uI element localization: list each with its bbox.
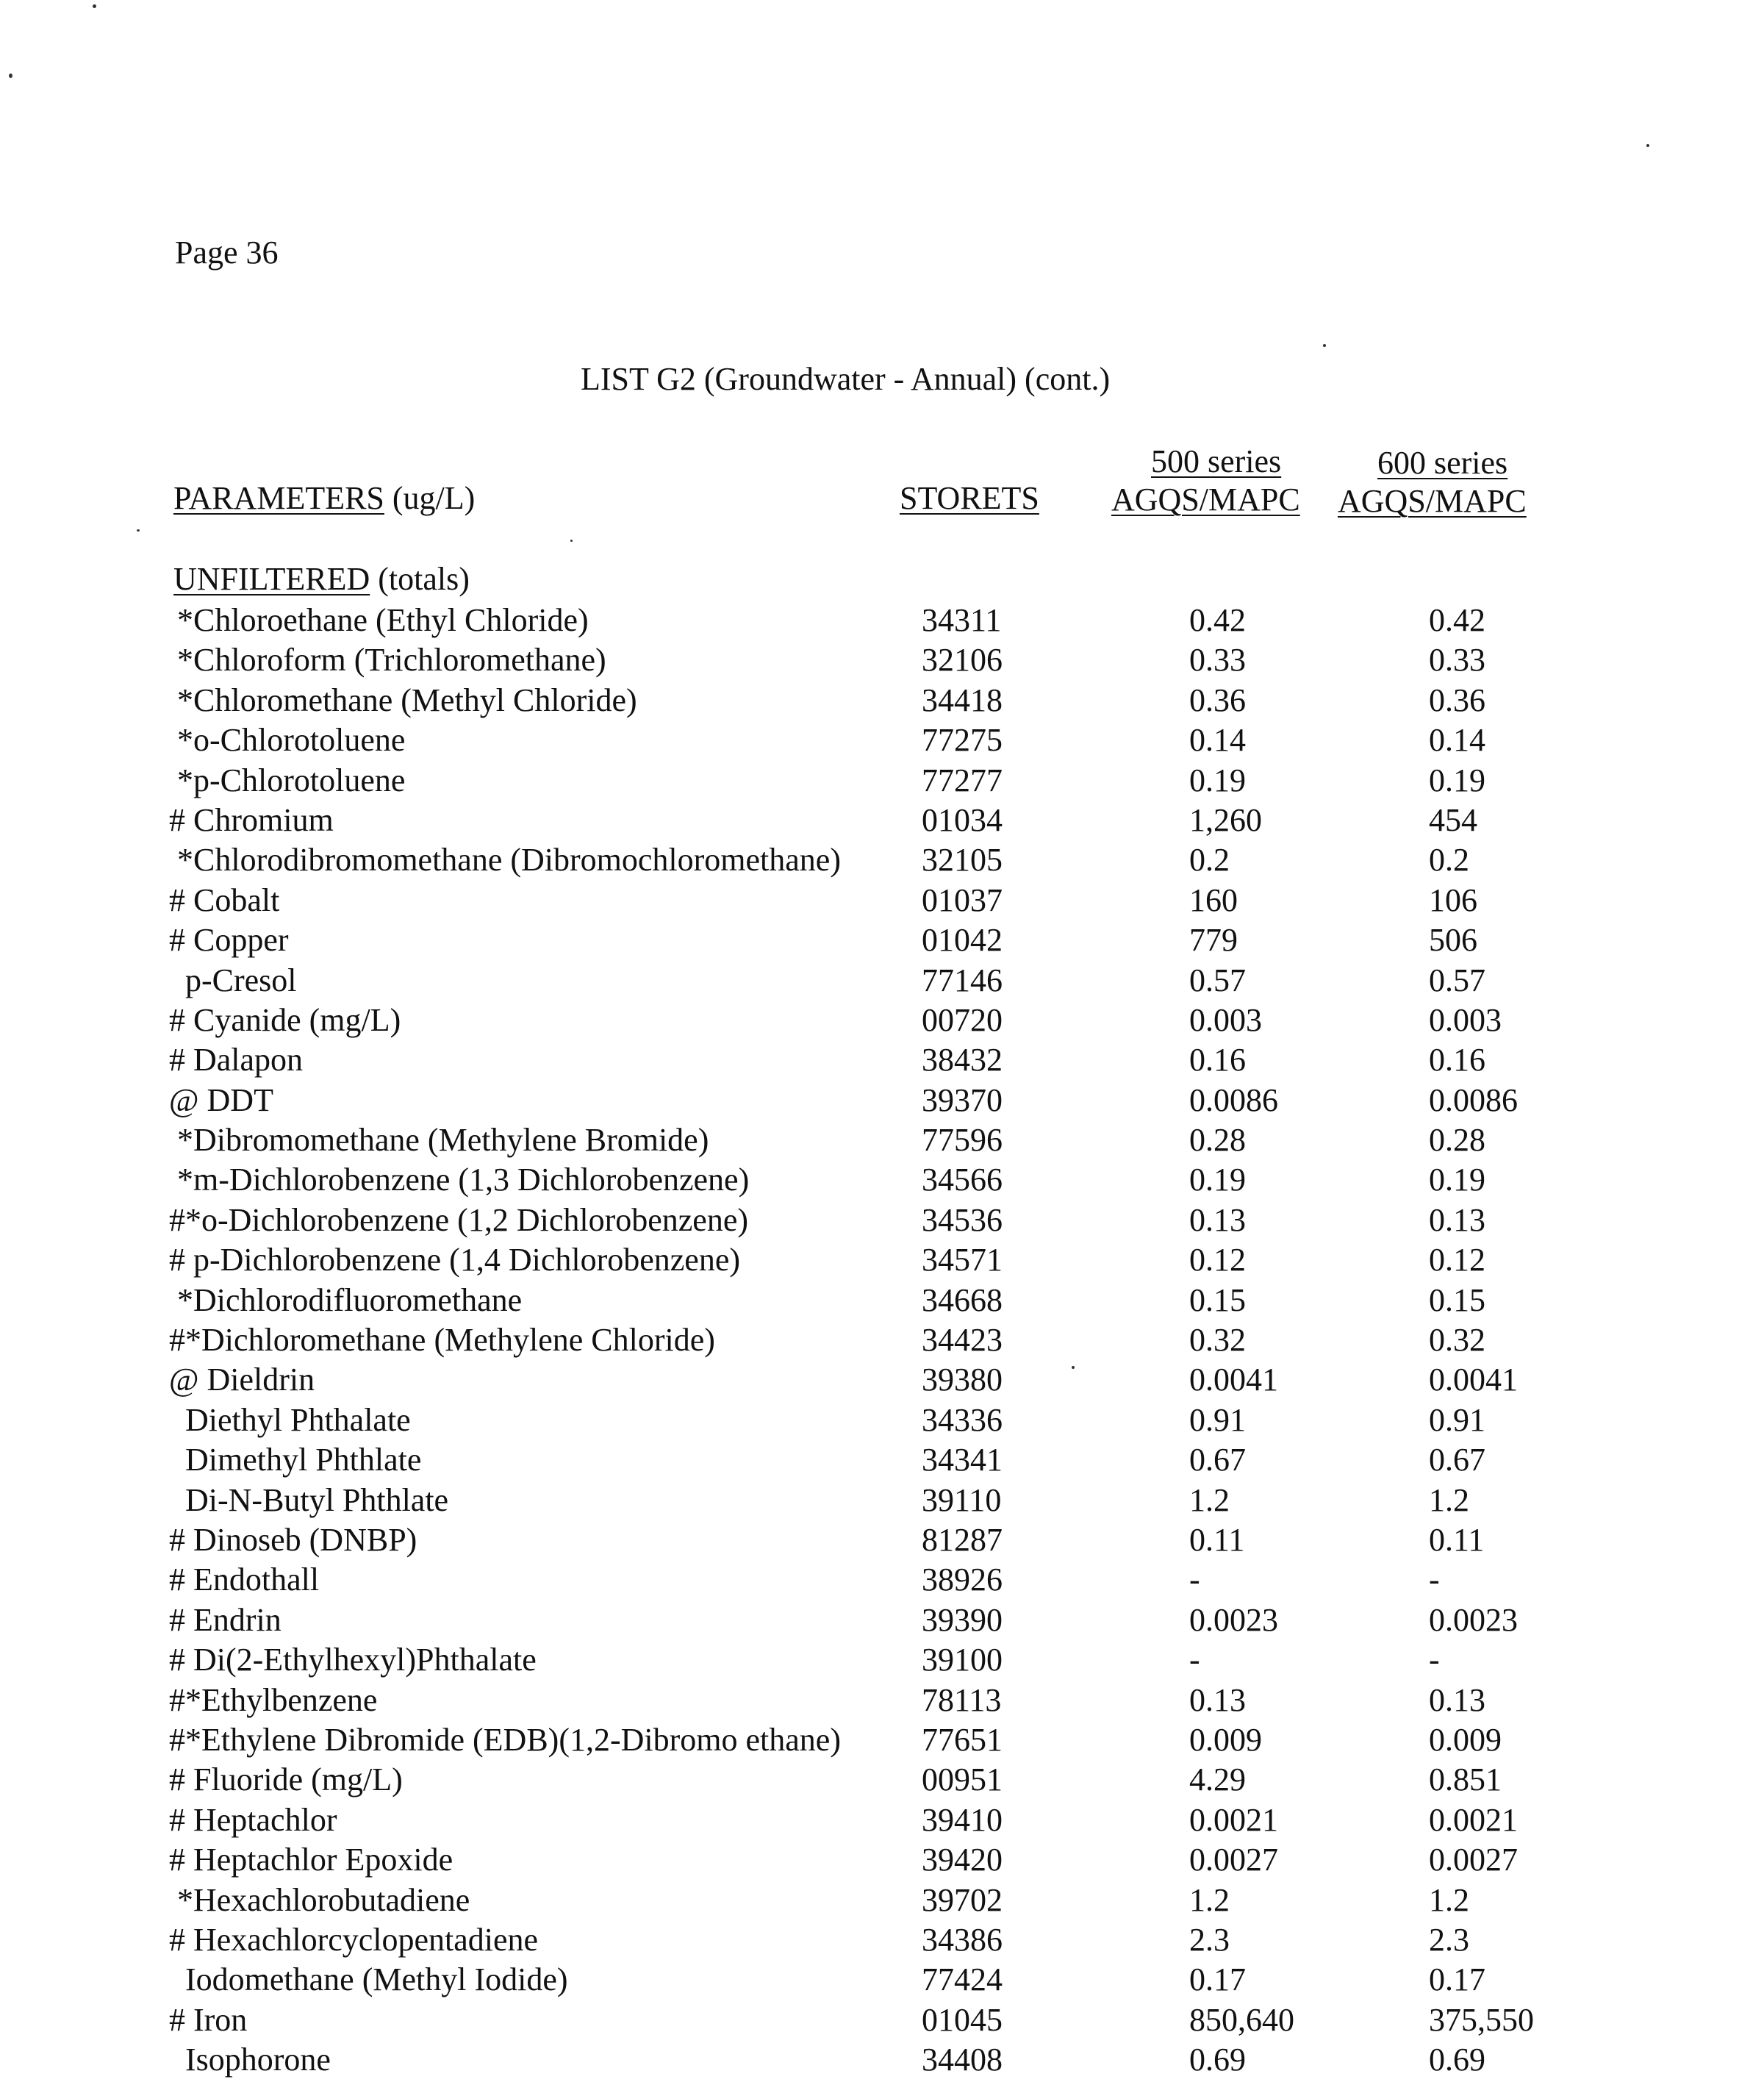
parameter-name: # Cyanide (mg/L) [169, 1001, 401, 1038]
parameter-name: # Chromium [169, 801, 334, 838]
storet-code: 77424 [922, 1961, 1003, 1998]
value-600-series: 454 [1429, 801, 1477, 838]
parameter-name: # Fluoride (mg/L) [169, 1761, 403, 1798]
value-600-series: 0.33 [1429, 642, 1485, 679]
parameter-name: *Chlorodibromomethane (Dibromochloromethane) [169, 842, 841, 879]
parameter-name: *Dibromomethane (Methylene Bromide) [169, 1122, 709, 1159]
header-500-series: 500 series [1151, 443, 1282, 479]
value-500-series: 0.19 [1189, 1162, 1246, 1198]
value-500-series: 0.28 [1189, 1122, 1246, 1159]
value-600-series: - [1429, 1562, 1440, 1598]
value-500-series: 2.3 [1189, 1921, 1230, 1958]
value-500-series: 1.2 [1189, 1481, 1230, 1518]
table-row [0, 1681, 1764, 1721]
value-600-series: 0.57 [1429, 962, 1485, 998]
value-500-series: 0.19 [1189, 762, 1246, 798]
table-row [0, 1081, 1764, 1121]
table-row [0, 1001, 1764, 1041]
storet-code: 77596 [922, 1122, 1003, 1159]
value-500-series: 0.33 [1189, 642, 1246, 679]
storet-code: 34408 [922, 2042, 1003, 2078]
table-row [0, 1401, 1764, 1441]
value-600-series: 0.12 [1429, 1242, 1485, 1278]
header-600-series: 600 series [1377, 445, 1508, 481]
storet-code: 38926 [922, 1562, 1003, 1598]
value-600-series: 1.2 [1429, 1881, 1469, 1918]
parameter-name: # Cobalt [169, 881, 280, 918]
storet-code: 39110 [922, 1481, 1002, 1518]
value-600-series: 0.003 [1429, 1001, 1502, 1038]
parameter-table [0, 601, 1764, 2081]
value-600-series: 0.13 [1429, 1201, 1485, 1238]
storet-code: 39370 [922, 1081, 1003, 1118]
table-row [0, 1441, 1764, 1481]
parameter-name: p-Cresol [169, 962, 297, 998]
table-row [0, 721, 1764, 761]
table-row [0, 2001, 1764, 2041]
table-row [0, 1881, 1764, 1921]
value-600-series: 0.36 [1429, 682, 1485, 718]
value-500-series: 0.0021 [1189, 1801, 1278, 1838]
table-row [0, 921, 1764, 961]
value-500-series: 0.0027 [1189, 1842, 1278, 1878]
parameter-name: *Chloroform (Trichloromethane) [169, 642, 606, 679]
table-row [0, 1841, 1764, 1881]
value-500-series: 0.11 [1189, 1521, 1245, 1558]
table-row [0, 641, 1764, 681]
value-600-series: 106 [1429, 881, 1477, 918]
scan-speck [1646, 144, 1649, 147]
value-600-series: 0.0021 [1429, 1801, 1518, 1838]
parameter-name: *m-Dichlorobenzene (1,3 Dichlorobenzene) [169, 1162, 750, 1198]
storet-code: 01034 [922, 801, 1003, 838]
storet-code: 00951 [922, 1761, 1003, 1798]
storet-code: 00720 [922, 1001, 1003, 1038]
table-row [0, 762, 1764, 801]
value-600-series: 0.17 [1429, 1961, 1485, 1998]
table-row [0, 1481, 1764, 1521]
parameter-name: Iodomethane (Methyl Iodide) [169, 1961, 568, 1998]
header-parameters-label: PARAMETERS [173, 480, 384, 516]
parameter-name: # Dinoseb (DNBP) [169, 1521, 417, 1558]
parameter-name: *Chloromethane (Methyl Chloride) [169, 682, 637, 718]
storet-code: 34336 [922, 1401, 1003, 1438]
scan-speck [9, 74, 12, 78]
storet-code: 78113 [922, 1681, 1002, 1718]
header-parameters-unit: (ug/L) [384, 480, 476, 516]
scan-speck [93, 4, 96, 8]
scan-speck [570, 540, 573, 542]
parameter-name: Diethyl Phthalate [169, 1401, 411, 1438]
value-500-series: 0.16 [1189, 1042, 1246, 1078]
value-500-series: 0.13 [1189, 1201, 1246, 1238]
value-500-series: 160 [1189, 881, 1238, 918]
storet-code: 81287 [922, 1521, 1003, 1558]
storet-code: 34341 [922, 1442, 1003, 1478]
value-600-series: 0.19 [1429, 1162, 1485, 1198]
storet-code: 77275 [922, 722, 1003, 759]
table-row [0, 1561, 1764, 1600]
value-500-series: 0.67 [1189, 1442, 1246, 1478]
table-row [0, 601, 1764, 641]
parameter-name: # Dalapon [169, 1042, 304, 1078]
parameter-name: # Heptachlor [169, 1801, 337, 1838]
scan-speck [1323, 344, 1326, 347]
parameter-name: *Hexachlorobutadiene [169, 1881, 470, 1918]
parameter-name: *Dichlorodifluoromethane [169, 1281, 523, 1318]
value-600-series: 0.16 [1429, 1042, 1485, 1078]
value-500-series: 0.14 [1189, 722, 1246, 759]
parameter-name: # Endothall [169, 1562, 320, 1598]
table-row [0, 1121, 1764, 1161]
parameter-name: # Copper [169, 922, 289, 959]
storet-code: 34418 [922, 682, 1003, 718]
value-600-series: 0.0041 [1429, 1362, 1518, 1398]
storet-code: 01042 [922, 922, 1003, 959]
parameter-name: @ Dieldrin [169, 1362, 315, 1398]
header-600-agqs-mapc: AGQS/MAPC [1338, 483, 1527, 519]
storet-code: 34311 [922, 602, 1002, 638]
value-500-series: - [1189, 1562, 1200, 1598]
value-500-series: 0.36 [1189, 682, 1246, 718]
section-suffix: (totals) [370, 561, 470, 597]
header-500-agqs-mapc: AGQS/MAPC [1111, 482, 1300, 518]
parameter-name: #*o-Dichlorobenzene (1,2 Dichlorobenzene) [169, 1201, 749, 1238]
value-600-series: 0.0023 [1429, 1601, 1518, 1638]
value-500-series: 0.13 [1189, 1681, 1246, 1718]
value-500-series: 0.003 [1189, 1001, 1262, 1038]
table-row [0, 1761, 1764, 1800]
value-500-series: 0.42 [1189, 602, 1246, 638]
parameter-name: # Endrin [169, 1601, 282, 1638]
storet-code: 01045 [922, 2001, 1003, 2038]
table-row [0, 2041, 1764, 2081]
table-row [0, 841, 1764, 881]
value-600-series: 0.19 [1429, 762, 1485, 798]
value-500-series: 0.12 [1189, 1242, 1246, 1278]
parameter-name: *o-Chlorotoluene [169, 722, 406, 759]
value-500-series: 0.91 [1189, 1401, 1246, 1438]
storet-code: 32106 [922, 642, 1003, 679]
parameter-name: # p-Dichlorobenzene (1,4 Dichlorobenzene) [169, 1242, 741, 1278]
value-600-series: 0.0027 [1429, 1842, 1518, 1878]
value-600-series: 0.91 [1429, 1401, 1485, 1438]
value-600-series: 0.13 [1429, 1681, 1485, 1718]
value-600-series: 0.42 [1429, 602, 1485, 638]
table-row [0, 1641, 1764, 1681]
table-row [0, 1601, 1764, 1641]
value-500-series: 0.0041 [1189, 1362, 1278, 1398]
value-500-series: 4.29 [1189, 1761, 1246, 1798]
value-500-series: 779 [1189, 922, 1238, 959]
parameter-name: # Iron [169, 2001, 248, 2038]
value-600-series: 506 [1429, 922, 1477, 959]
parameter-name: *Chloroethane (Ethyl Chloride) [169, 602, 589, 638]
value-600-series: 0.2 [1429, 842, 1469, 879]
table-row [0, 1521, 1764, 1561]
value-600-series: 0.0086 [1429, 1081, 1518, 1118]
value-500-series: 1.2 [1189, 1881, 1230, 1918]
table-row [0, 881, 1764, 921]
value-600-series: 0.32 [1429, 1322, 1485, 1359]
value-600-series: 0.69 [1429, 2042, 1485, 2078]
parameter-name: Dimethyl Phthlate [169, 1442, 422, 1478]
value-500-series: 0.15 [1189, 1281, 1246, 1318]
value-500-series: 0.17 [1189, 1961, 1246, 1998]
storet-code: 77651 [922, 1721, 1003, 1758]
table-row [0, 1041, 1764, 1081]
value-500-series: 1,260 [1189, 801, 1262, 838]
parameter-name: #*Ethylbenzene [169, 1681, 378, 1718]
storet-code: 39420 [922, 1842, 1003, 1878]
section-heading [173, 560, 470, 598]
parameter-name: #*Dichloromethane (Methylene Chloride) [169, 1322, 715, 1359]
storet-code: 34423 [922, 1322, 1003, 1359]
parameter-name: # Hexachlorcyclopentadiene [169, 1921, 539, 1958]
header-storets: STORETS [900, 480, 1039, 516]
value-500-series: 0.0086 [1189, 1081, 1278, 1118]
header-parameters [173, 479, 475, 517]
value-600-series: 0.28 [1429, 1122, 1485, 1159]
storet-code: 01037 [922, 881, 1003, 918]
parameter-name: @ DDT [169, 1081, 273, 1118]
parameter-name: Isophorone [169, 2042, 331, 2078]
value-600-series: - [1429, 1642, 1440, 1678]
table-row [0, 682, 1764, 721]
value-600-series: 0.009 [1429, 1721, 1502, 1758]
storet-code: 77277 [922, 762, 1003, 798]
value-500-series: 0.32 [1189, 1322, 1246, 1359]
section-label: UNFILTERED [173, 561, 370, 597]
parameter-name: Di-N-Butyl Phthlate [169, 1481, 449, 1518]
storet-code: 34668 [922, 1281, 1003, 1318]
storet-code: 32105 [922, 842, 1003, 879]
value-600-series: 0.15 [1429, 1281, 1485, 1318]
storet-code: 39380 [922, 1362, 1003, 1398]
storet-code: 77146 [922, 962, 1003, 998]
storet-code: 34566 [922, 1162, 1003, 1198]
value-500-series: 0.2 [1189, 842, 1230, 879]
storet-code: 38432 [922, 1042, 1003, 1078]
table-row [0, 1161, 1764, 1201]
page-number: Page 36 [175, 235, 279, 271]
value-500-series: 0.69 [1189, 2042, 1246, 2078]
value-600-series: 1.2 [1429, 1481, 1469, 1518]
table-row [0, 1721, 1764, 1761]
parameter-name: *p-Chlorotoluene [169, 762, 406, 798]
storet-code: 39410 [922, 1801, 1003, 1838]
value-600-series: 0.67 [1429, 1442, 1485, 1478]
parameter-name: #*Ethylene Dibromide (EDB)(1,2-Dibromo ethane) [169, 1721, 841, 1758]
document-title: LIST G2 (Groundwater - Annual) (cont.) [581, 361, 1111, 397]
value-600-series: 375,550 [1429, 2001, 1534, 2038]
table-row [0, 1281, 1764, 1321]
storet-code: 34571 [922, 1242, 1003, 1278]
table-row [0, 1361, 1764, 1400]
table-row [0, 1961, 1764, 2000]
scan-speck [137, 529, 140, 532]
table-row [0, 1801, 1764, 1841]
parameter-name: # Di(2-Ethylhexyl)Phthalate [169, 1642, 537, 1678]
value-600-series: 0.11 [1429, 1521, 1485, 1558]
storet-code: 34536 [922, 1201, 1003, 1238]
value-500-series: 0.0023 [1189, 1601, 1278, 1638]
value-500-series: 0.009 [1189, 1721, 1262, 1758]
value-600-series: 2.3 [1429, 1921, 1469, 1958]
storet-code: 39702 [922, 1881, 1003, 1918]
table-row [0, 1321, 1764, 1361]
table-row [0, 801, 1764, 841]
table-row [0, 1201, 1764, 1241]
table-row [0, 1241, 1764, 1281]
value-600-series: 0.851 [1429, 1761, 1502, 1798]
value-500-series: 850,640 [1189, 2001, 1294, 2038]
storet-code: 34386 [922, 1921, 1003, 1958]
value-500-series: - [1189, 1642, 1200, 1678]
storet-code: 39100 [922, 1642, 1003, 1678]
value-600-series: 0.14 [1429, 722, 1485, 759]
parameter-name: # Heptachlor Epoxide [169, 1842, 453, 1878]
table-row [0, 1921, 1764, 1961]
table-row [0, 962, 1764, 1001]
value-500-series: 0.57 [1189, 962, 1246, 998]
storet-code: 39390 [922, 1601, 1003, 1638]
